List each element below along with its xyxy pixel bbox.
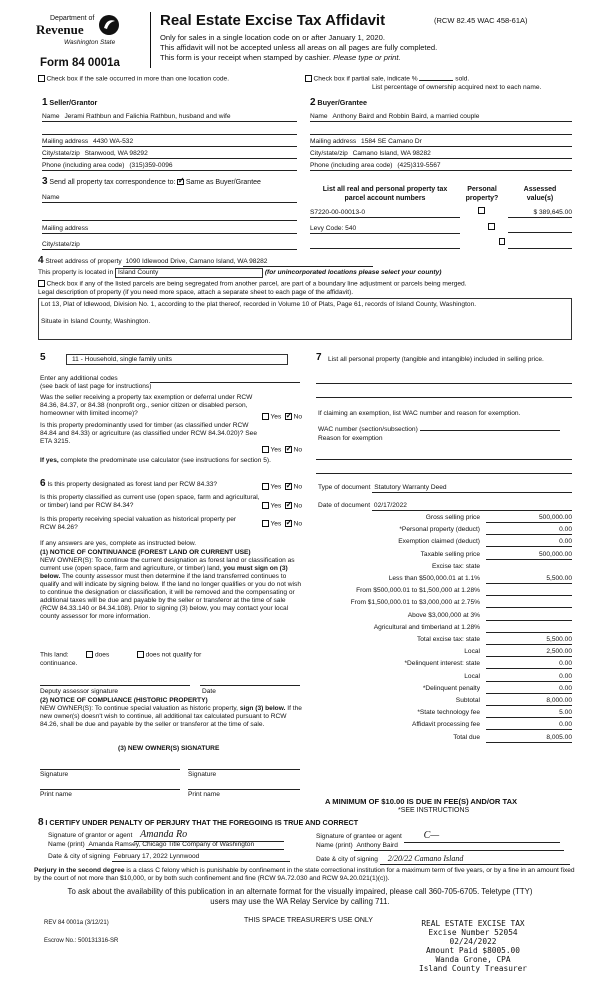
personal-checkbox-1[interactable]	[478, 207, 485, 214]
notice1-heading: (1) NOTICE OF CONTINUANCE (FOREST LAND OR CURRENT USE)	[40, 549, 251, 556]
sec5-q1-no-label: No	[293, 413, 303, 421]
grantee-name-label: Name (print)	[316, 842, 353, 849]
tax-row-label: Affidavit processing fee	[411, 721, 480, 729]
partial-sale-label-a: Check box if partial sale, indicate %	[313, 75, 418, 83]
sec4-located-label: This property is located in	[38, 269, 114, 276]
buyer-phone-label: Phone (including area code)	[310, 162, 393, 169]
dept-logo	[36, 14, 120, 54]
stamp-line-5: Wanda Grone, CPA	[435, 955, 511, 965]
dept-line1: Department of	[50, 15, 95, 22]
sec3-name-label: Name	[42, 194, 60, 201]
tax-row	[310, 623, 572, 635]
continuance-label: continuance.	[40, 660, 78, 667]
tax-row	[310, 635, 572, 647]
buyer-mail-field[interactable]	[310, 138, 572, 147]
seller-name-label: Name	[42, 113, 60, 120]
tax-row-label: Local	[464, 648, 480, 656]
sec3-text-a: Send all property tax correspondence to:	[49, 179, 176, 186]
personal-checkbox-2[interactable]	[488, 223, 495, 230]
sec6-q2-yes[interactable]	[262, 502, 269, 509]
tax-row-value[interactable]	[486, 599, 572, 608]
tax-row-label: Subtotal	[455, 697, 480, 704]
parcel-number-1: S7220-00-00013-0	[310, 209, 365, 216]
tax-row-label: Gross selling price	[425, 514, 480, 521]
additional-codes-note: (see back of last page for instructions)	[40, 383, 152, 391]
tax-row	[310, 537, 572, 549]
deputy-date-label: Date	[202, 688, 216, 695]
sec5-q1-yes[interactable]	[262, 413, 269, 420]
sec6-q2-no-label: No	[293, 502, 303, 510]
sec3-mail-label: Mailing address	[42, 225, 89, 232]
sec5-q2: Is this property predominantly used for timber (as classified under RCW 84.84 and 84.33) or agriculture (as classified under RCW 84.34.020)? See ETA 3215.	[40, 422, 257, 446]
grantor-name[interactable]: Amanda Ramsey, Chicago Title Company of Washington	[86, 841, 284, 850]
tax-row	[310, 647, 572, 659]
sec5-q1: Was the seller receiving a property tax exemption or deferral under RCW 84.36, 84.37, or 84.38 (nonprofit org., senior citizen or disabled person, homeowner with limited income)?	[40, 394, 253, 418]
doc-type-label: Type of document	[318, 484, 371, 491]
partial-sale-label-b: sold.	[455, 75, 470, 83]
notice3-heading: (3) NEW OWNER(S) SIGNATURE	[118, 745, 220, 752]
land-does-checkbox[interactable]	[86, 651, 93, 658]
new-owner-print-1[interactable]	[40, 784, 180, 790]
buyer-mail: 1584 SE Camano Dr	[361, 138, 422, 145]
sec6-q1-yes[interactable]	[262, 483, 269, 490]
seller-mail: 4430 WA-532	[93, 138, 134, 145]
tax-row-label: Above $3,000,000 at 3%	[407, 611, 480, 619]
header-note-3b: Please type or print.	[333, 53, 401, 62]
sec2-number: 2	[310, 97, 316, 108]
grantor-date[interactable]: February 17, 2022 Lynnwood	[112, 853, 290, 862]
assessed-value-1: $ 389,645.00	[533, 209, 572, 216]
sec6-number: 6	[40, 478, 46, 489]
ifyes-text: complete the predominate use calculator (see instructions for section 5).	[60, 457, 271, 464]
seller-mail-label: Mailing address	[42, 138, 89, 145]
partial-sale-note: List percentage of ownership acquired next to each name.	[372, 84, 542, 91]
notice2-c: If the new owner(s) doesn't wish to continue, all additional tax calculated pursuant to RCW 84.26, shall be due and payable by the seller or transferor at the time of sale.	[40, 705, 302, 729]
land-does-label: does	[94, 651, 110, 659]
notice2-heading: (2) NOTICE OF COMPLIANCE (HISTORIC PROPERTY)	[40, 697, 208, 704]
tax-row	[310, 659, 572, 671]
new-owner-signature-2[interactable]	[188, 764, 300, 770]
legal-description-2: Situate in Island County, Washington.	[41, 318, 151, 326]
tax-row	[310, 550, 572, 562]
buyer-phone: (425)319-5567	[397, 162, 441, 169]
new-owner-signature-1[interactable]	[40, 764, 180, 770]
stamp-line-3: 02/24/2022	[449, 937, 497, 947]
wac-field[interactable]	[420, 430, 560, 431]
tax-row	[310, 598, 572, 610]
tax-row-label: From $1,500,000.01 to $3,000,000 at 2.75%	[350, 599, 480, 607]
sec6-q3-yes[interactable]	[262, 520, 269, 527]
tax-row-value[interactable]: 8,000.00	[486, 697, 572, 706]
additional-codes-label: Enter any additional codes	[40, 375, 118, 382]
buyer-city-label: City/state/zip	[310, 150, 348, 157]
tax-row-label: Total due	[453, 733, 480, 741]
multi-location-checkbox[interactable]	[38, 75, 45, 82]
notice2-b: sign (3) below.	[239, 705, 286, 712]
print-name-label-2: Print name	[188, 791, 220, 798]
parcel-row-1[interactable]	[310, 209, 460, 218]
tax-row-label: Taxable selling price	[420, 550, 480, 558]
tax-row-value[interactable]: 500,000.00	[486, 514, 572, 523]
grantee-sig-label: Signature of grantee or agent	[316, 833, 402, 840]
sec5-number: 5	[40, 352, 46, 363]
segregated-label: Check box if any of the listed parcels are being segregated from another parcel, are part of a boundary line adjustment or parcels being merged.	[46, 280, 467, 288]
sec6-q1-no[interactable]	[285, 483, 292, 490]
tax-row-value[interactable]	[486, 612, 572, 621]
tax-row-value[interactable]: 0.00	[486, 685, 572, 694]
rev-number: REV 84 0001a (3/12/21)	[44, 920, 109, 926]
land-not-qualify-label: does not qualify for	[145, 651, 202, 659]
sec5-q2-yes[interactable]	[262, 446, 269, 453]
sec6-q3-yes-label: Yes	[270, 520, 282, 528]
tax-row-value[interactable]	[486, 624, 572, 633]
tax-row	[310, 574, 572, 586]
buyer-name: Anthony Baird and Robbin Baird, a married couple	[332, 113, 480, 120]
form-number: Form 84 0001a	[40, 57, 120, 69]
minimum-notice: A MINIMUM OF $10.00 IS DUE IN FEE(S) AND/OR TAX	[325, 797, 518, 806]
deputy-signature-field[interactable]	[40, 680, 190, 686]
tax-row	[310, 611, 572, 623]
tax-row	[310, 733, 572, 745]
personal-heading-2: property?	[465, 194, 499, 202]
stamp-line-1: REAL ESTATE EXCISE TAX	[421, 919, 525, 928]
stamp-line-6: Island County Treasurer	[419, 964, 527, 974]
notice1-a: NEW OWNER(S): To continue the current designation as forest land or classification as current use (open space, farm and agriculture, or timber) land,	[40, 557, 295, 573]
exemption-label: If claiming an exemption, list WAC number and reason for exemption.	[318, 410, 521, 417]
parcel-row-2[interactable]	[310, 225, 460, 234]
form-title: Real Estate Excise Tax Affidavit	[160, 12, 386, 29]
sec5-q1-no[interactable]	[285, 413, 292, 420]
tax-row-label: Total excise tax: state	[416, 636, 480, 643]
stamp-line-2: Excise Number 52054	[428, 928, 518, 938]
property-street[interactable]: 1090 Idlewood Drive, Camano Island, WA 98282	[123, 258, 373, 267]
tax-row	[310, 672, 572, 684]
sec2-heading: Buyer/Grantee	[317, 98, 367, 107]
sec5-q1-yes-label: Yes	[270, 413, 282, 421]
print-name-label-1: Print name	[40, 791, 72, 798]
personal-checkbox-3[interactable]	[499, 238, 506, 245]
sec1-number: 1	[42, 97, 48, 108]
buyer-name-label: Name	[310, 113, 328, 120]
stamp-line-4: Amount Paid $8005.00	[426, 946, 520, 956]
sec3-name-field[interactable]	[42, 194, 297, 203]
seller-phone: (315)359-0096	[129, 162, 173, 169]
county-note: (for unincorporated locations please select your county)	[264, 269, 442, 276]
assessed-value-row-1[interactable]	[508, 209, 572, 218]
tax-row	[310, 708, 572, 720]
sec6-q2: Is this property classified as current use (open space, farm and agricultural, or timber) land per RCW 84.34?	[40, 494, 260, 510]
sec4-street-label: Street address of property	[45, 258, 122, 265]
sec3-city-field[interactable]	[42, 241, 297, 250]
grantor-date-label: Date & city of signing	[48, 853, 110, 860]
dept-swirl-icon	[98, 14, 120, 36]
partial-sale-check[interactable]	[305, 75, 469, 84]
sec3-number: 3	[42, 176, 48, 187]
additional-codes-field[interactable]	[150, 375, 300, 383]
seller-name-field[interactable]	[42, 113, 297, 122]
legal-label: Legal description of property (if you need more space, attach a separate sheet to each page of the affidavit).	[38, 289, 354, 296]
tax-row-value[interactable]: 8,005.00	[486, 734, 572, 743]
escrow-number: Escrow No.: 500131316-SR	[44, 938, 119, 944]
grantor-name-label: Name (print)	[48, 841, 85, 848]
grantee-name[interactable]: Anthony Baird	[354, 842, 564, 851]
see-instructions: *SEE INSTRUCTIONS	[398, 807, 470, 814]
tax-row-value[interactable]: 2,500.00	[486, 648, 572, 657]
tax-row	[310, 684, 572, 696]
doc-date[interactable]: 02/17/2022	[372, 502, 572, 511]
grantee-signature[interactable]: C—	[404, 830, 560, 843]
tax-row-label: Less than $500,000.01 at 1.1%	[388, 575, 480, 582]
seller-phone-field[interactable]	[42, 162, 297, 171]
seller-city: Stanwood, WA 98292	[84, 150, 148, 157]
tax-row	[310, 525, 572, 537]
tax-row-value[interactable]: 5,500.00	[486, 575, 572, 584]
tax-row	[310, 562, 572, 574]
county-select[interactable]: Island County	[115, 268, 263, 278]
alt-format-note: To ask about the availability of this publication in an alternate format for the visually impaired, please call 360-705-6705. Teletype (TTY) users may use the WA Relay Service by calling 711.	[67, 887, 533, 906]
new-owner-print-2[interactable]	[188, 784, 300, 790]
sec3-text-b: Same as Buyer/Grantee	[185, 179, 261, 186]
sec6-q3-no[interactable]	[285, 520, 292, 527]
this-land-label: This land:	[40, 651, 69, 659]
tax-row	[310, 696, 572, 708]
tax-row-value[interactable]: 0.00	[486, 721, 572, 730]
signature-label-2: Signature	[188, 771, 217, 778]
notice1-b: you must sign on (3) below.	[40, 565, 288, 581]
partial-percent-field[interactable]	[419, 80, 453, 81]
legal-description-1: Lot 13, Plat of Idlewood, Division No. 1, according to the plat thereof, recorded in Volume 10 of Plats, Page 61, records of Island County, Washington.	[41, 301, 477, 308]
notice1-c: The county assessor must then determine if the land transferred continues to qualify and will indicate by signing below. If the land no longer qualifies or you do not wish to continue the designation or classification, it will be removed and the compensating or additional taxes will be due and payable by the seller or transferor at the time of sale (RCW 84.33.140 or 84.34.108). Prior to signing (3) below, you may contact your local county assessor for more information.	[40, 573, 301, 621]
tax-row-label: *Delinquent penalty	[422, 684, 480, 692]
levy-code: Levy Code: 540	[310, 225, 357, 232]
buyer-phone-field[interactable]	[310, 162, 572, 171]
tax-row	[310, 586, 572, 598]
tax-row-value[interactable]: 5,500.00	[486, 636, 572, 645]
ifyes-bold: If yes,	[40, 457, 59, 464]
sec5-q2-no[interactable]	[285, 446, 292, 453]
sec6-q3-no-label: No	[293, 520, 303, 528]
tax-row-label: Excise tax: state	[431, 562, 480, 570]
sec5-q2-yes-label: Yes	[270, 446, 282, 454]
tax-row-label: *Delinquent interest: state	[404, 660, 480, 668]
tax-row-label: From $500,000.01 to $1,500,000 at 1.28%	[356, 587, 480, 595]
sec6-q1-no-label: No	[293, 483, 303, 491]
tax-row-label: *Personal property (deduct)	[399, 526, 480, 534]
tax-row-label: *State technology fee	[417, 709, 480, 717]
treasurer-stamp	[398, 919, 548, 973]
sec6-q3: Is this property receiving special valuation as historical property per RCW 84.26?	[40, 516, 237, 532]
sec6-q1: Is this property designated as forest land per RCW 84.33?	[47, 481, 218, 488]
partial-sale-checkbox[interactable]	[305, 75, 312, 82]
seller-mail-field[interactable]	[42, 138, 297, 147]
grantee-date[interactable]: 2/20/22 Camano Island	[380, 854, 570, 865]
grantor-signature[interactable]: Amanda Ro	[134, 829, 284, 842]
tax-row-label: Exemption claimed (deduct)	[398, 538, 480, 546]
multi-location-check[interactable]	[38, 75, 229, 84]
doc-date-label: Date of document	[318, 502, 371, 509]
legal-description-box[interactable]	[38, 298, 572, 340]
deputy-signature-label: Deputy assessor signature	[40, 688, 119, 695]
tax-row-value[interactable]: 500,000.00	[486, 551, 572, 560]
sec6-q1-yes-label: Yes	[270, 483, 282, 491]
tax-row-value[interactable]: 0.00	[486, 673, 572, 682]
sec3-city-label: City/state/zip	[42, 241, 80, 248]
form-rcw: (RCW 82.45 WAC 458-61A)	[434, 16, 528, 25]
sec8-number: 8	[38, 817, 44, 828]
header-note-2: This affidavit will not be accepted unless all areas on all pages are fully completed.	[160, 43, 438, 52]
sec6-anyyes: If any answers are yes, complete as instructed below.	[40, 540, 197, 547]
grantor-sig-label: Signature of grantor or agent	[48, 832, 133, 839]
perjury-bold: Perjury in the second degree	[34, 867, 125, 874]
tax-row-label: Agricultural and timberland at 1.28%	[373, 623, 480, 631]
treasurer-only: THIS SPACE TREASURER'S USE ONLY	[244, 917, 373, 924]
tax-row-value[interactable]: 0.00	[486, 538, 572, 547]
header-note-3a: This form is your receipt when stamped by cashier.	[160, 53, 331, 62]
tax-row-value[interactable]: 0.00	[486, 660, 572, 669]
personal-heading-1: Personal	[467, 186, 497, 193]
sec7-number: 7	[316, 352, 322, 363]
dept-line3: Washington State	[64, 39, 116, 46]
seller-city-label: City/state/zip	[42, 150, 80, 157]
buyer-city-field[interactable]	[310, 150, 572, 159]
tax-row-value[interactable]: 5.00	[486, 709, 572, 718]
land-not-qualify-checkbox[interactable]	[137, 651, 144, 658]
tax-row-value[interactable]	[486, 587, 572, 596]
signature-label-1: Signature	[40, 771, 69, 778]
sec1-heading: Seller/Grantor	[49, 98, 98, 107]
deputy-date-field[interactable]	[200, 680, 300, 686]
sec3-mail-field[interactable]	[42, 225, 297, 234]
tax-row-value[interactable]: 0.00	[486, 526, 572, 535]
seller-phone-label: Phone (including area code)	[42, 162, 125, 169]
use-code-select[interactable]: 11 - Household, single family units	[66, 354, 288, 365]
tax-row-label: Local	[464, 672, 480, 680]
doc-type[interactable]: Statutory Warranty Deed	[372, 484, 572, 493]
assessed-heading-2: value(s)	[526, 194, 554, 202]
sec8-heading: I CERTIFY UNDER PENALTY OF PERJURY THAT THE FOREGOING IS TRUE AND CORRECT	[45, 818, 359, 827]
parcel-heading-1: List all real and personal property tax	[322, 186, 448, 193]
grantee-date-label: Date & city of signing	[316, 856, 378, 863]
reason-label: Reason for exemption	[318, 435, 383, 442]
seller-city-field[interactable]	[42, 150, 297, 159]
segregated-checkbox[interactable]	[38, 280, 45, 287]
tax-row	[310, 513, 572, 525]
perjury-text: is a class C felony which is punishable by confinement in the state correctional institution for a maximum term of five years, or by a fine in an amount fixed by the court of not more than $10,000, or by both such confinement and fine (RCW 9A.72.030 and RCW 9A.20.021(1)(c)).	[34, 867, 575, 883]
same-as-buyer-checkbox[interactable]	[177, 179, 184, 186]
dept-line2: Revenue	[36, 22, 84, 37]
parcel-heading-2: parcel account numbers	[344, 194, 426, 202]
assessed-heading-1: Assessed	[523, 186, 557, 193]
buyer-city: Camano Island, WA 98282	[352, 150, 431, 157]
tax-row	[310, 720, 572, 732]
buyer-mail-label: Mailing address	[310, 138, 357, 145]
sec6-q2-no[interactable]	[285, 502, 292, 509]
sec4-number: 4	[38, 255, 44, 266]
buyer-name-field[interactable]	[310, 113, 572, 122]
seller-name: Jerami Rathbun and Falichia Rathbun, husband and wife	[64, 113, 231, 120]
notice2-a: NEW OWNER(S): To continue special valuation as historic property,	[40, 705, 239, 712]
header-note-1: Only for sales in a single location code on or after January 1, 2020.	[160, 33, 385, 42]
sec5-q2-no-label: No	[293, 446, 303, 454]
multi-location-label: Check box if the sale occurred in more than one location code.	[46, 75, 230, 83]
sec6-q2-yes-label: Yes	[270, 502, 282, 510]
sec7-text: List all personal property (tangible and intangible) included in selling price.	[328, 356, 544, 363]
wac-label: WAC number (section/subsection)	[318, 426, 418, 433]
